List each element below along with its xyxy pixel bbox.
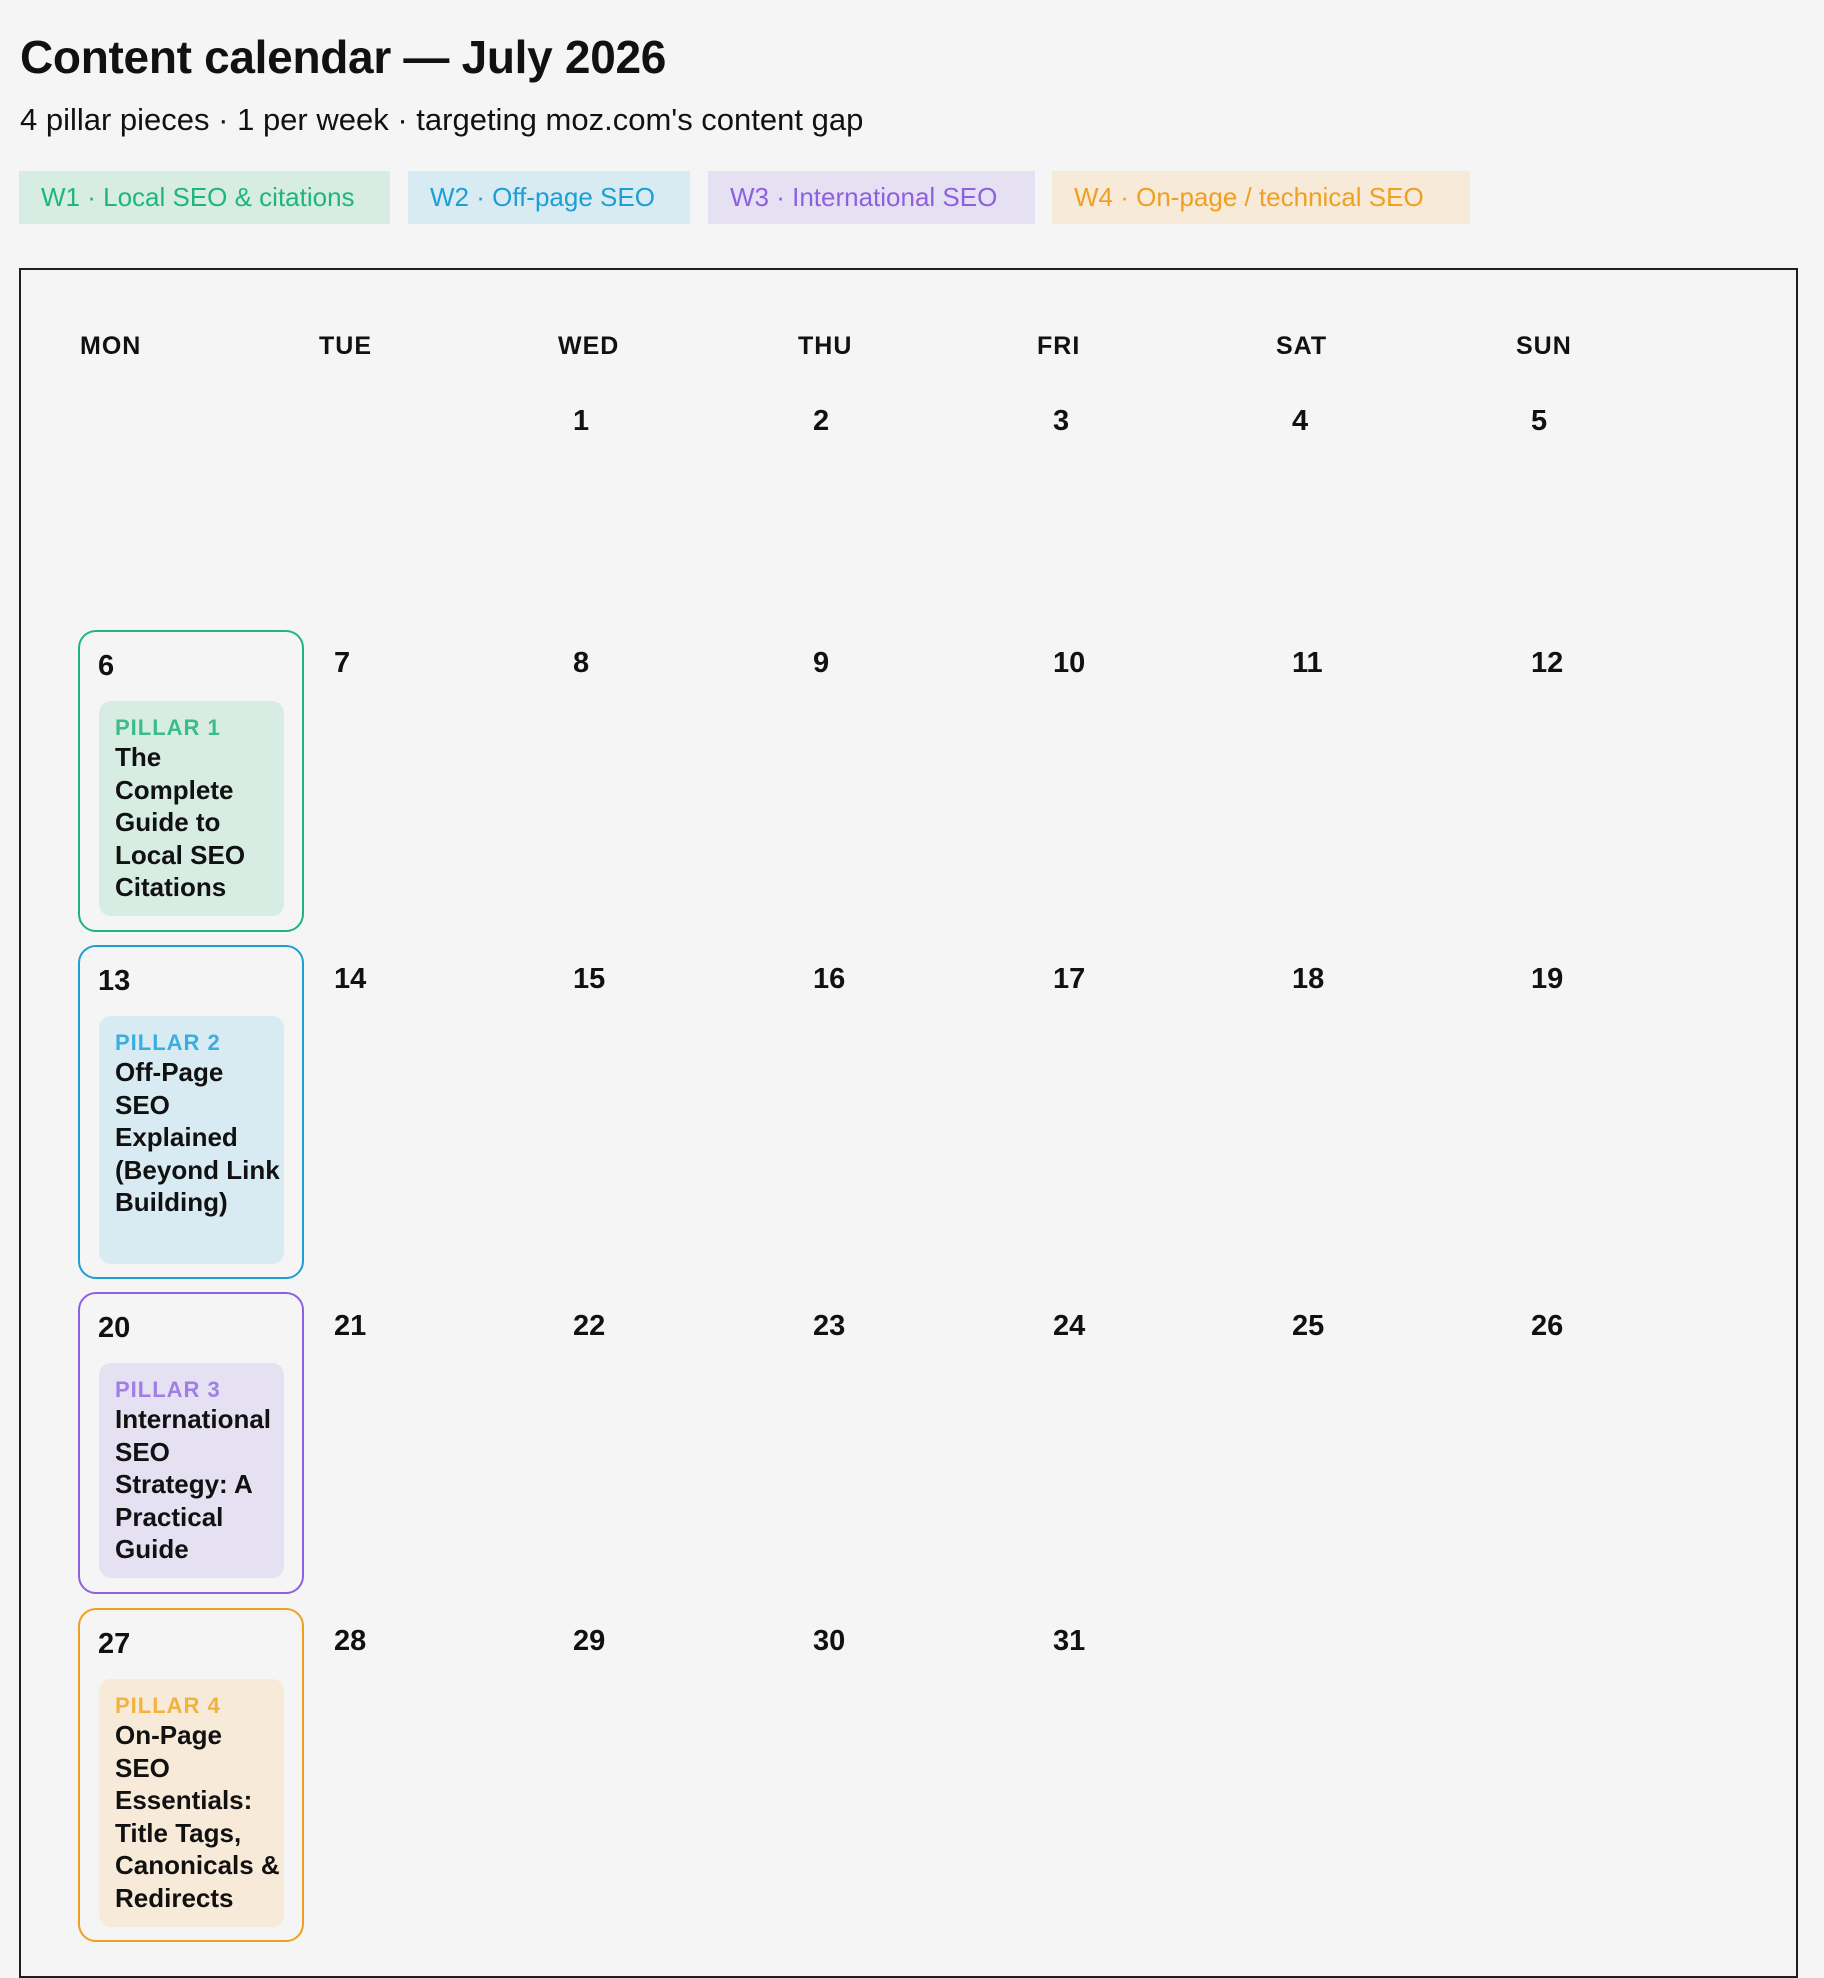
day-23[interactable]: 23	[813, 1310, 846, 1342]
day-31[interactable]: 31	[1053, 1625, 1086, 1657]
day-7[interactable]: 7	[334, 647, 351, 679]
pillar-title: International SEO Strategy: A Practical Guide	[115, 1404, 272, 1564]
day-cell-6[interactable]	[78, 630, 304, 932]
day-19[interactable]: 19	[1531, 963, 1564, 995]
day-8[interactable]: 8	[573, 647, 590, 679]
day-22[interactable]: 22	[573, 1310, 606, 1342]
day-cell-20[interactable]	[78, 1292, 304, 1594]
pillar-card-1[interactable]	[99, 701, 284, 916]
weekday-sat: SAT	[1276, 332, 1328, 360]
day-4[interactable]: 4	[1292, 405, 1309, 437]
pillar-label: PILLAR 4	[115, 1693, 221, 1718]
legend-chip-w2: W2 · Off-page SEO	[408, 171, 690, 224]
weekday-wed: WED	[558, 332, 620, 360]
day-cell-13[interactable]	[78, 945, 304, 1279]
day-14[interactable]: 14	[334, 963, 367, 995]
day-17[interactable]: 17	[1053, 963, 1086, 995]
day-9[interactable]: 9	[813, 647, 830, 679]
pillar-label: PILLAR 1	[115, 715, 221, 740]
day-27: 27	[98, 1628, 131, 1660]
pillar-title: Off-Page SEO Explained (Beyond Link Building)	[115, 1057, 280, 1217]
weekday-thu: THU	[798, 332, 853, 360]
day-26[interactable]: 26	[1531, 1310, 1564, 1342]
day-11[interactable]: 11	[1292, 647, 1323, 679]
legend-chip-w3: W3 · International SEO	[708, 171, 1035, 224]
day-cell-27[interactable]	[78, 1608, 304, 1942]
day-24[interactable]: 24	[1053, 1310, 1086, 1342]
pillar-card-2[interactable]	[99, 1016, 284, 1264]
pillar-title: On-Page SEO Essentials: Title Tags, Canonicals & Redirects	[115, 1720, 280, 1913]
pillar-title: The Complete Guide to Local SEO Citations	[115, 742, 246, 902]
day-28[interactable]: 28	[334, 1625, 367, 1657]
weekday-tue: TUE	[319, 332, 372, 360]
pillar-label: PILLAR 3	[115, 1377, 221, 1402]
legend-chip-w1: W1 · Local SEO & citations	[19, 171, 390, 224]
weekday-fri: FRI	[1037, 332, 1081, 360]
day-15[interactable]: 15	[573, 963, 606, 995]
day-12[interactable]: 12	[1531, 647, 1564, 679]
day-1[interactable]: 1	[573, 405, 590, 437]
day-6: 6	[98, 650, 115, 682]
day-13: 13	[98, 965, 131, 997]
day-21[interactable]: 21	[334, 1310, 367, 1342]
day-2[interactable]: 2	[813, 405, 830, 437]
weekday-mon: MON	[80, 332, 142, 360]
day-3[interactable]: 3	[1053, 405, 1070, 437]
day-10[interactable]: 10	[1053, 647, 1086, 679]
pillar-card-3[interactable]	[99, 1363, 284, 1578]
page-subtitle: 4 pillar pieces · 1 per week · targeting moz.com's content gap	[20, 102, 864, 137]
day-30[interactable]: 30	[813, 1625, 846, 1657]
weekday-sun: SUN	[1516, 332, 1572, 360]
day-16[interactable]: 16	[813, 963, 846, 995]
legend-chip-w4: W4 · On-page / technical SEO	[1052, 171, 1470, 224]
day-18[interactable]: 18	[1292, 963, 1325, 995]
day-20: 20	[98, 1312, 131, 1344]
pillar-label: PILLAR 2	[115, 1030, 221, 1055]
day-5[interactable]: 5	[1531, 405, 1548, 437]
day-25[interactable]: 25	[1292, 1310, 1325, 1342]
page-title: Content calendar — July 2026	[20, 31, 667, 83]
day-29[interactable]: 29	[573, 1625, 606, 1657]
pillar-card-4[interactable]	[99, 1679, 284, 1927]
